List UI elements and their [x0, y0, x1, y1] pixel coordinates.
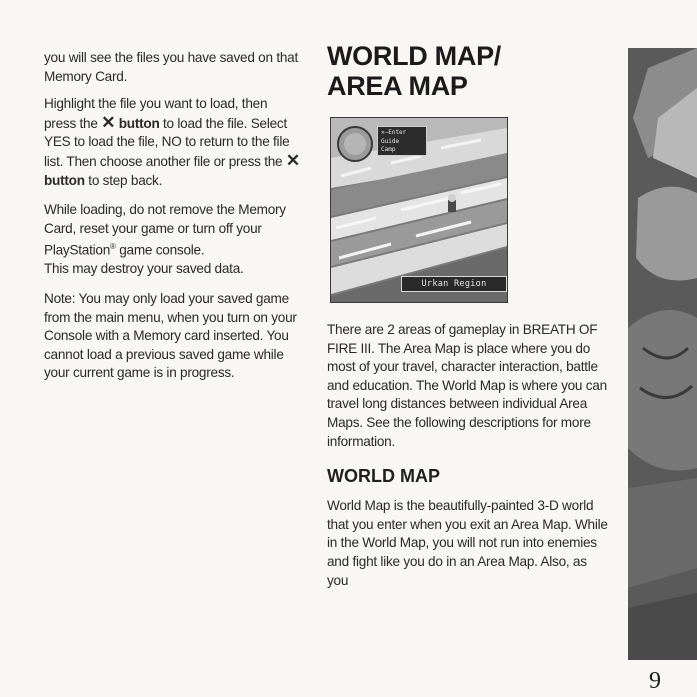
- region-name-label: Urkan Region: [401, 276, 507, 292]
- text-fragment: to step back.: [84, 172, 163, 188]
- menu-item-guide: Guide: [381, 137, 400, 145]
- paragraph-loading-warning: [44, 201, 302, 279]
- text-fragment: Highlight the file you want to load, then press the: [44, 96, 268, 131]
- left-column: [44, 49, 302, 394]
- section-title: [327, 41, 609, 101]
- text-fragment: to load the file. Select YES to load the file, NO to return to the file list. Then choose another file or press the: [44, 115, 290, 169]
- character-illustration: [628, 48, 697, 660]
- paragraph-intro: There are 2 areas of gameplay in BREATH OF FIRE III. The Area Map is place where you do most of your travel, character interaction, battle and education. The World Map is where you can travel long distances between individual Area Maps. See the following descriptions for more information.: [327, 322, 607, 449]
- field-menu: [377, 126, 427, 156]
- page-number: 9: [649, 668, 661, 694]
- menu-item-enter: ✕–Enter: [381, 129, 407, 136]
- text-fragment: game console.: [115, 242, 205, 258]
- x-button-icon: ✕: [285, 150, 300, 170]
- subheading-world-map: WORLD MAP: [327, 466, 440, 487]
- text-fragment: While loading, do not remove the Memory Card, reset your game or turn off your PlayStation: [44, 202, 286, 258]
- x-button-icon: ✕: [101, 112, 116, 132]
- paragraph-load-instructions: [44, 95, 302, 190]
- game-screenshot: [330, 117, 508, 303]
- title-line-1: WORLD MAP/: [327, 41, 501, 71]
- paragraph-saved-files: you will see the files you have saved on that Memory Card.: [44, 50, 298, 84]
- character-artwork: [628, 48, 697, 660]
- right-column: [327, 41, 609, 601]
- paragraph-world-map: World Map is the beautifully-painted 3-D world that you enter when you exit an Area Map. While in the World Map, you will not run into enemies and fight like you do in an Area Map. Also, as you: [327, 498, 608, 588]
- title-line-2: AREA MAP: [327, 71, 468, 101]
- text-fragment: This may destroy your saved data.: [44, 261, 244, 277]
- registered-mark: ®: [110, 242, 116, 252]
- menu-item-camp: Camp: [381, 146, 396, 153]
- button-word: button: [115, 115, 160, 131]
- paragraph-note: Note: You may only load your saved game from the main menu, when you turn on your Console with a Memory card inserted. You cannot load a previous saved game while your current game is in progress.: [44, 291, 297, 381]
- button-word: button: [44, 172, 85, 188]
